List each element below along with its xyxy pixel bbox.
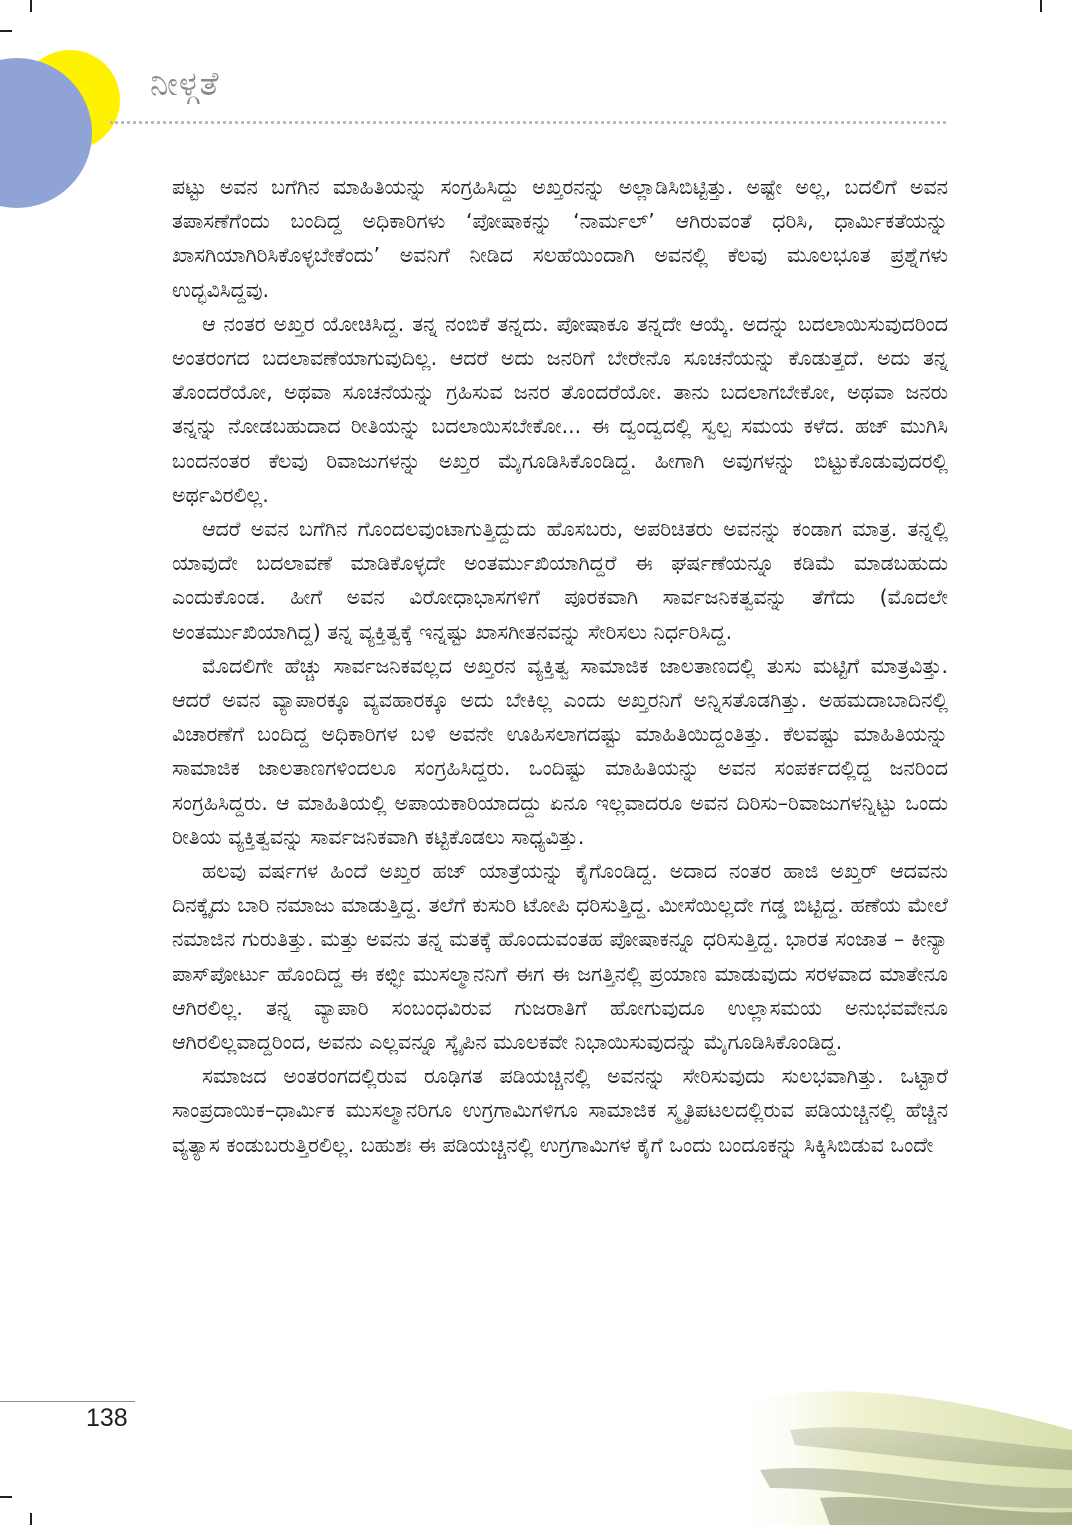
running-head: ನೀಳ್ಗತೆ: [150, 64, 220, 103]
paragraph: ಪಟ್ಟು ಅವನ ಬಗೆಗಿನ ಮಾಹಿತಿಯನ್ನು ಸಂಗ್ರಹಿಸಿದ್ದು ಅಖ್ತರನನ್ನು ಅಲ್ಲಾಡಿಸಿಬಿಟ್ಟಿತ್ತು. ಅಷ್ಟೇ ಅಲ್ಲ, ಬದಲಿಗೆ ಅವನ ತಪಾಸಣೆಗೆಂದು ಬಂದಿದ್ದ ಅಧಿಕಾರಿಗಳು ‘ಪೋಷಾಕನ್ನು ‘ನಾರ್ಮಲ್’ ಆಗಿರುವಂತೆ ಧರಿಸಿ, ಧಾರ್ಮಿಕತೆಯನ್ನು ಖಾಸಗಿಯಾಗಿರಿಸಿಕೊಳ್ಳಬೇಕೆಂದು’ ಅವನಿಗೆ ನೀಡಿದ ಸಲಹೆಯಿಂದಾಗಿ ಅವನಲ್ಲಿ ಕೆಲವು ಮೂಲಭೂತ ಪ್ರಶ್ನೆಗಳು ಉದ್ಭವಿಸಿದ್ದವು.: [172, 175, 948, 302]
body-text: [172, 170, 948, 1162]
crop-mark-bottom-left: [30, 1513, 32, 1525]
paragraph: ಆದರೆ ಅವನ ಬಗೆಗಿನ ಗೊಂದಲವುಂಟಾಗುತ್ತಿದ್ದುದು ಹೊಸಬರು, ಅಪರಿಚಿತರು ಅವನನ್ನು ಕಂಡಾಗ ಮಾತ್ರ. ತನ್ನಲ್ಲಿ ಯಾವುದೇ ಬದಲಾವಣೆ ಮಾಡಿಕೊಳ್ಳದೇ ಅಂತರ್ಮುಖಿಯಾಗಿದ್ದರೆ ಈ ಘರ್ಷಣೆಯನ್ನೂ ಕಡಿಮೆ ಮಾಡಬಹುದು ಎಂದುಕೊಂಡ. ಹೀಗೆ ಅವನ ವಿರೋಧಾಭಾಸಗಳಿಗೆ ಪೂರಕವಾಗಿ ಸಾರ್ವಜನಿಕತ್ವವನ್ನು ತೆಗೆದು (ಮೊದಲೇ ಅಂತರ್ಮುಖಿಯಾಗಿದ್ದ) ತನ್ನ ವ್ಯಕ್ತಿತ್ವಕ್ಕೆ ಇನ್ನಷ್ಟು ಖಾಸಗೀತನವನ್ನು ಸೇರಿಸಲು ನಿರ್ಧರಿಸಿದ್ದ.: [172, 517, 948, 644]
paragraph: ಸಮಾಜದ ಅಂತರಂಗದಲ್ಲಿರುವ ರೂಢಿಗತ ಪಡಿಯಚ್ಚಿನಲ್ಲಿ ಅವನನ್ನು ಸೇರಿಸುವುದು ಸುಲಭವಾಗಿತ್ತು. ಒಟ್ಟಾರೆ ಸಾಂಪ್ರದಾಯಿಕ–ಧಾರ್ಮಿಕ ಮುಸಲ್ಮಾನರಿಗೂ ಉಗ್ರಗಾಮಿಗಳಿಗೂ ಸಾಮಾಜಿಕ ಸ್ಮೃತಿಪಟಲದಲ್ಲಿರುವ ಪಡಿಯಚ್ಚಿನಲ್ಲಿ ಹೆಚ್ಚಿನ ವ್ಯತ್ಯಾಸ ಕಂಡುಬರುತ್ತಿರಲಿಲ್ಲ. ಬಹುಶಃ ಈ ಪಡಿಯಚ್ಚಿನಲ್ಲಿ ಉಗ್ರಗಾಮಿಗಳ ಕೈಗೆ ಒಂದು ಬಂದೂಕನ್ನು ಸಿಕ್ಕಿಸಿಬಿಡುವ ಒಂದೇ: [172, 1064, 948, 1157]
crop-mark-left-lower: [0, 1496, 12, 1498]
crop-mark-top-left: [30, 0, 32, 12]
header-dotted-rule: [110, 121, 946, 124]
crop-mark-left-upper: [0, 30, 12, 32]
page-number-rule: [0, 1401, 135, 1402]
page-number: 138: [86, 1404, 128, 1432]
footer-decoration: [700, 1370, 1072, 1525]
paragraph: ಹಲವು ವರ್ಷಗಳ ಹಿಂದೆ ಅಖ್ತರ ಹಜ್ ಯಾತ್ರೆಯನ್ನು ಕೈಗೊಂಡಿದ್ದ. ಅದಾದ ನಂತರ ಹಾಜಿ ಅಖ್ತರ್ ಆದವನು ದಿನಕ್ಕೈದು ಬಾರಿ ನಮಾಜು ಮಾಡುತ್ತಿದ್ದ. ತಲೆಗೆ ಕುಸುರಿ ಟೋಪಿ ಧರಿಸುತ್ತಿದ್ದ. ಮೀಸೆಯಿಲ್ಲದೇ ಗಡ್ಡ ಬಿಟ್ಟಿದ್ದ. ಹಣೆಯ ಮೇಲೆ ನಮಾಜಿನ ಗುರುತಿತ್ತು. ಮತ್ತು ಅವನು ತನ್ನ ಮತಕ್ಕೆ ಹೊಂದುವಂತಹ ಪೋಷಾಕನ್ನೂ ಧರಿಸುತ್ತಿದ್ದ. ಭಾರತ ಸಂಜಾತ – ಕೀನ್ಯಾ ಪಾಸ್‌ಪೋರ್ಟು ಹೊಂದಿದ್ದ ಈ ಕಛ್ಛೀ ಮುಸಲ್ಮಾನನಿಗೆ ಈಗ ಈ ಜಗತ್ತಿನಲ್ಲಿ ಪ್ರಯಾಣ ಮಾಡುವುದು ಸರಳವಾದ ಮಾತೇನೂ ಆಗಿರಲಿಲ್ಲ. ತನ್ನ ವ್ಯಾಪಾರಿ ಸಂಬಂಧವಿರುವ ಗುಜರಾತಿಗೆ ಹೋಗುವುದೂ ಉಲ್ಲಾಸಮಯ ಅನುಭವವೇನೂ ಆಗಿರಲಿಲ್ಲವಾದ್ದರಿಂದ, ಅವನು ಎಲ್ಲವನ್ನೂ ಸ್ಕೈಪಿನ ಮೂಲಕವೇ ನಿಭಾಯಿಸುವುದನ್ನು ಮೈಗೂಡಿಸಿಕೊಂಡಿದ್ದ.: [172, 859, 948, 1055]
crop-mark-top-right: [1040, 0, 1042, 12]
paragraph: ಮೊದಲಿಗೇ ಹೆಚ್ಚು ಸಾರ್ವಜನಿಕವಲ್ಲದ ಅಖ್ತರನ ವ್ಯಕ್ತಿತ್ವ ಸಾಮಾಜಿಕ ಜಾಲತಾಣದಲ್ಲಿ ತುಸು ಮಟ್ಟಿಗೆ ಮಾತ್ರವಿತ್ತು. ಆದರೆ ಅವನ ವ್ಯಾಪಾರಕ್ಕೂ ವ್ಯವಹಾರಕ್ಕೂ ಅದು ಬೇಕಿಲ್ಲ ಎಂದು ಅಖ್ತರನಿಗೆ ಅನ್ನಿಸತೊಡಗಿತ್ತು. ಅಹಮದಾಬಾದಿನಲ್ಲಿ ವಿಚಾರಣೆಗೆ ಬಂದಿದ್ದ ಅಧಿಕಾರಿಗಳ ಬಳಿ ಅವನೇ ಊಹಿಸಲಾಗದಷ್ಟು ಮಾಹಿತಿಯಿದ್ದಂತಿತ್ತು. ಕೆಲವಷ್ಟು ಮಾಹಿತಿಯನ್ನು ಸಾಮಾಜಿಕ ಜಾಲತಾಣಗಳಿಂದಲೂ ಸಂಗ್ರಹಿಸಿದ್ದರು. ಒಂದಿಷ್ಟು ಮಾಹಿತಿಯನ್ನು ಅವನ ಸಂಪರ್ಕದಲ್ಲಿದ್ದ ಜನರಿಂದ ಸಂಗ್ರಹಿಸಿದ್ದರು. ಆ ಮಾಹಿತಿಯಲ್ಲಿ ಅಪಾಯಕಾರಿಯಾದದ್ದು ಏನೂ ಇಲ್ಲವಾದರೂ ಅವನ ದಿರಿಸು–ರಿವಾಜುಗಳನ್ನಿಟ್ಟು ಒಂದು ರೀತಿಯ ವ್ಯಕ್ತಿತ್ವವನ್ನು ಸಾರ್ವಜನಿಕವಾಗಿ ಕಟ್ಟಿಕೊಡಲು ಸಾಧ್ಯವಿತ್ತು.: [172, 653, 948, 849]
paragraph: ಆ ನಂತರ ಅಖ್ತರ ಯೋಚಿಸಿದ್ದ. ತನ್ನ ನಂಬಿಕೆ ತನ್ನದು. ಪೋಷಾಕೂ ತನ್ನದೇ ಆಯ್ಕೆ. ಅದನ್ನು ಬದಲಾಯಿಸುವುದರಿಂದ ಅಂತರಂಗದ ಬದಲಾವಣೆಯಾಗುವುದಿಲ್ಲ. ಆದರೆ ಅದು ಜನರಿಗೆ ಬೇರೇನೊ ಸೂಚನೆಯನ್ನು ಕೊಡುತ್ತದೆ. ಅದು ತನ್ನ ತೊಂದರೆಯೋ, ಅಥವಾ ಸೂಚನೆಯನ್ನು ಗ್ರಹಿಸುವ ಜನರ ತೊಂದರೆಯೋ. ತಾನು ಬದಲಾಗಬೇಕೋ, ಅಥವಾ ಜನರು ತನ್ನನ್ನು ನೋಡಬಹುದಾದ ರೀತಿಯನ್ನು ಬದಲಾಯಿಸಬೇಕೋ... ಈ ದ್ವಂದ್ವದಲ್ಲಿ ಸ್ವಲ್ಪ ಸಮಯ ಕಳೆದ. ಹಜ್ ಮುಗಿಸಿ ಬಂದನಂತರ ಕೆಲವು ರಿವಾಜುಗಳನ್ನು ಅಖ್ತರ ಮೈಗೂಡಿಸಿಕೊಂಡಿದ್ದ. ಹೀಗಾಗಿ ಅವುಗಳನ್ನು ಬಿಟ್ಟುಕೊಡುವುದರಲ್ಲಿ ಅರ್ಥವಿರಲಿಲ್ಲ.: [172, 311, 948, 507]
